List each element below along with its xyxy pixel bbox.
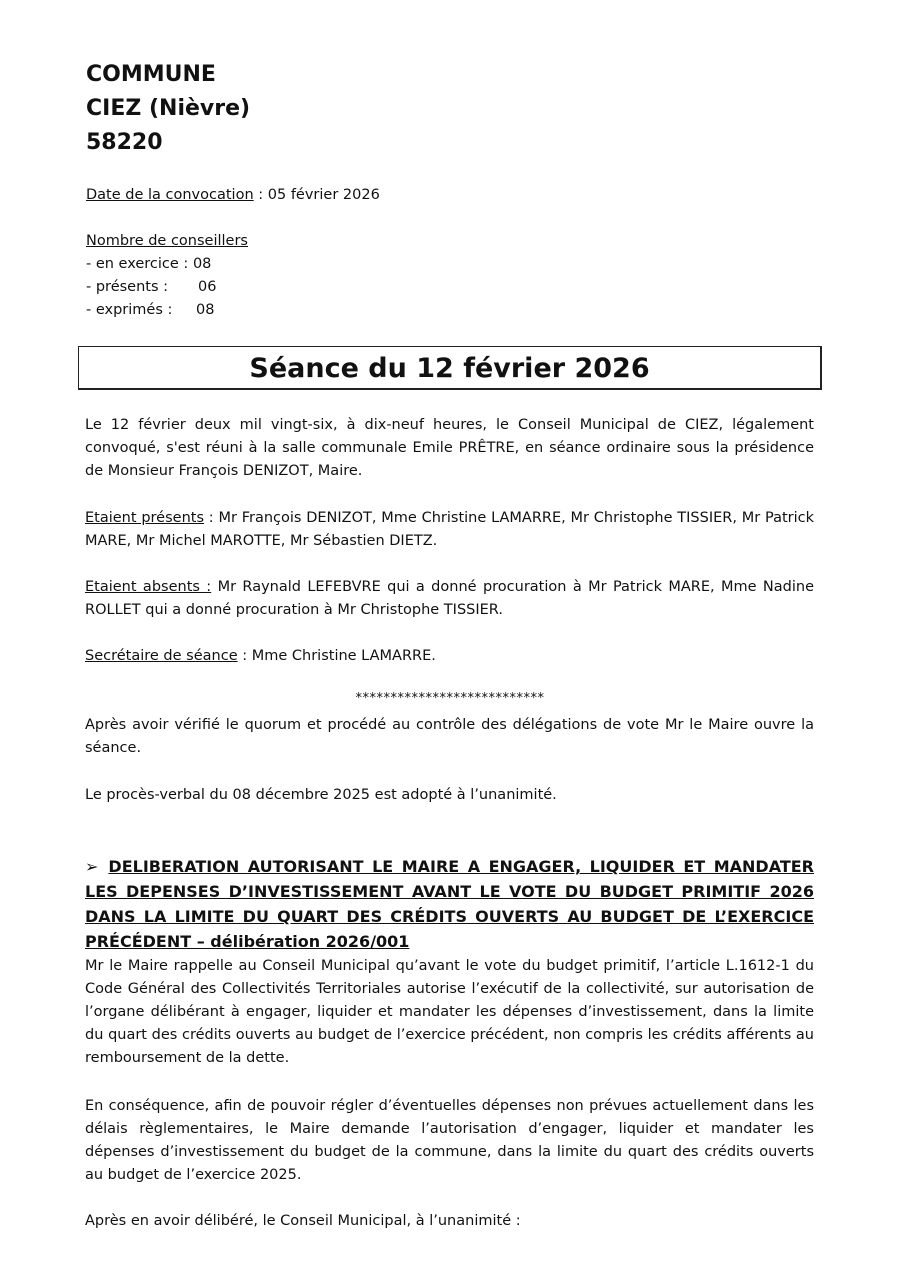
stars-separator: ***************************	[355, 691, 545, 706]
secretary-paragraph	[85, 645, 814, 668]
convocation-label: Date de la convocation	[86, 187, 254, 203]
session-title: Séance du 12 février 2026	[249, 353, 650, 384]
deliberation-title	[85, 854, 814, 954]
convocation-line	[86, 184, 380, 207]
counsellors-present-label: - présents :	[86, 279, 169, 295]
deliberation-paragraph-2: En conséquence, afin de pouvoir régler d’éventuelles dépenses non prévues actuellement dans les délais règlementaires, le Maire demande l’autorisation d’engager, liquider et mandater les dépenses d’investissement du budget de la commune, dans la limite du quart des crédits ouverts au budget de l’exercice 2025.	[85, 1098, 814, 1183]
counsellors-title: Nombre de conseillers	[86, 233, 248, 249]
secretary-label: Secrétaire de séance	[85, 648, 238, 664]
present-text: : Mr François DENIZOT, Mme Christine LAMARRE, Mr Christophe TISSIER, Mr Patrick MARE, Mr Michel MAROTTE, Mr Sébastien DIETZ.	[85, 510, 814, 549]
absent-text: Mr Raynald LEFEBVRE qui a donné procuration à Mr Patrick MARE, Mme Nadine ROLLET qui a donné procuration à Mr Christophe TISSIER.	[85, 579, 815, 618]
in-office-label: - en exercice :	[86, 256, 193, 272]
absent-paragraph	[85, 576, 814, 622]
counsellors-expressed-value: 08	[196, 302, 215, 318]
secretary-text: : Mme Christine LAMARRE.	[237, 648, 436, 664]
session-title-box	[78, 346, 822, 390]
quorum-paragraph: Après avoir vérifié le quorum et procédé au contrôle des délégations de vote Mr le Maire ouvre la séance.	[85, 717, 814, 756]
deliberation-paragraph-3: Après en avoir délibéré, le Conseil Municipal, à l’unanimité :	[85, 1213, 521, 1229]
deliberation-title-text: DELIBERATION AUTORISANT LE MAIRE A ENGAGER, LIQUIDER ET MANDATER LES DEPENSES D’INVESTISSEMENT AVANT LE VOTE DU BUDGET PRIMITIF 2026 DANS LA LIMITE DU QUART DES CRÉDITS OUVERTS AU BUDGET DE L’EXERCICE PRÉCÉDENT – délibération 2026/001	[85, 857, 814, 951]
counsellors-present-value: 06	[198, 279, 217, 295]
convocation-date: 05 février 2026	[267, 187, 380, 203]
session-intro: Le 12 février deux mil vingt-six, à dix-neuf heures, le Conseil Municipal de CIEZ, légalement convoqué, s'est réuni à la salle communale Emile PRÊTRE, en séance ordinaire sous la présidence de Monsieur François DENIZOT, Maire.	[85, 417, 814, 479]
commune-label: COMMUNE	[86, 62, 216, 87]
minutes-paragraph: Le procès-verbal du 08 décembre 2025 est adopté à l’unanimité.	[85, 787, 557, 803]
commune-name: CIEZ (Nièvre)	[86, 96, 251, 121]
absent-label: Etaient absents :	[85, 579, 212, 595]
deliberation-paragraph-1: Mr le Maire rappelle au Conseil Municipal qu’avant le vote du budget primitif, l’article L.1612-1 du Code Général des Collectivités Territoriales autorise l’exécutif de la collectivité, sur autorisation de l’organe délibérant à engager, liquider et mandater les dépenses d’investissement, dans la limite du quart des crédits ouverts au budget de l’exercice précédent, non compris les crédits afférents au remboursement de la dette.	[85, 958, 814, 1066]
present-label: Etaient présents	[85, 510, 205, 526]
arrow-bullet-icon: ➢	[85, 857, 99, 876]
present-paragraph	[85, 507, 814, 553]
commune-postcode: 58220	[86, 130, 163, 155]
convocation-separator: :	[253, 187, 268, 203]
in-office-value: 08	[192, 256, 212, 272]
counsellors-expressed-label: - exprimés :	[86, 302, 173, 318]
counsellors-in-office	[86, 253, 211, 276]
